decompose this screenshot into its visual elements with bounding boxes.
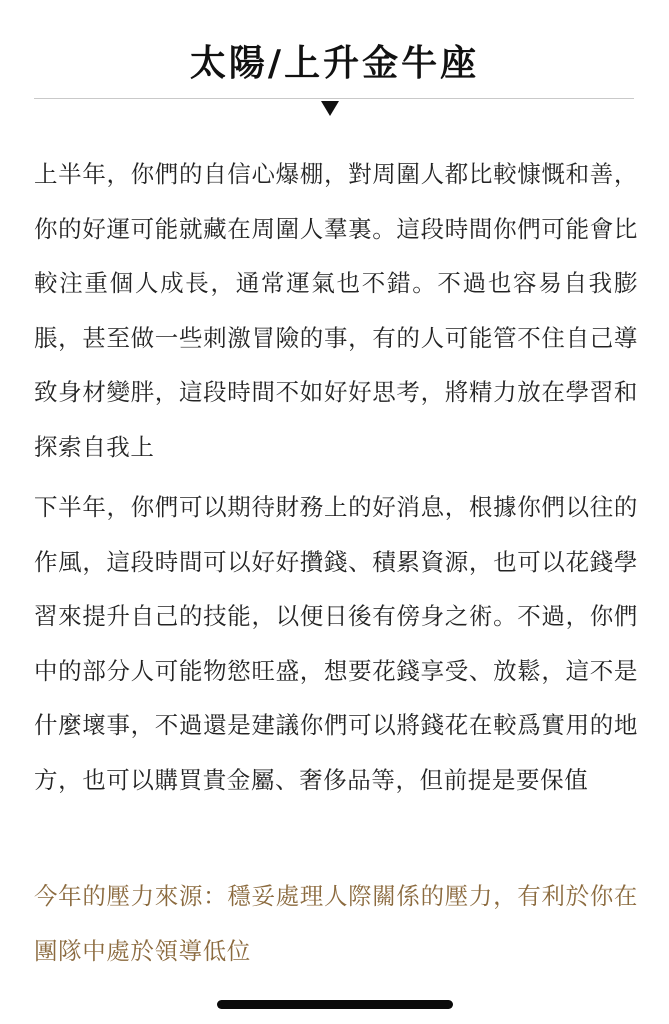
title-divider [34, 98, 634, 99]
first-half-paragraph: 上半年，你們的自信心爆棚，對周圍人都比較慷慨和善，你的好運可能就藏在周圍人羣裏。這段時間你們可能會比較注重個人成長，通常運氣也不錯。不過也容易自我膨脹，甚至做一些刺激冒險的事，有的人可能管不住自己導致身材變胖，這段時間不如好好思考，將精力放在學習和探索自我上 [34, 160, 638, 461]
triangle-down-icon [321, 101, 339, 116]
page-title: 太陽/上升金牛座 [189, 43, 480, 85]
home-indicator[interactable] [217, 1000, 453, 1009]
second-half-paragraph: 下半年，你們可以期待財務上的好消息，根據你們以往的作風，這段時間可以好好攢錢、積累資源，也可以花錢學習來提升自己的技能，以便日後有傍身之術。不過，你們中的部分人可能物慾旺盛，想要花錢享受、放鬆，這不是什麼壞事，不過還是建議你們可以將錢花在較爲實用的地方，也可以購買貴金屬、奢侈品等，但前提是要保值 [34, 493, 638, 794]
pressure-note-paragraph: 今年的壓力來源：穩妥處理人際關係的壓力，有利於你在團隊中處於領導低位 [34, 882, 638, 965]
